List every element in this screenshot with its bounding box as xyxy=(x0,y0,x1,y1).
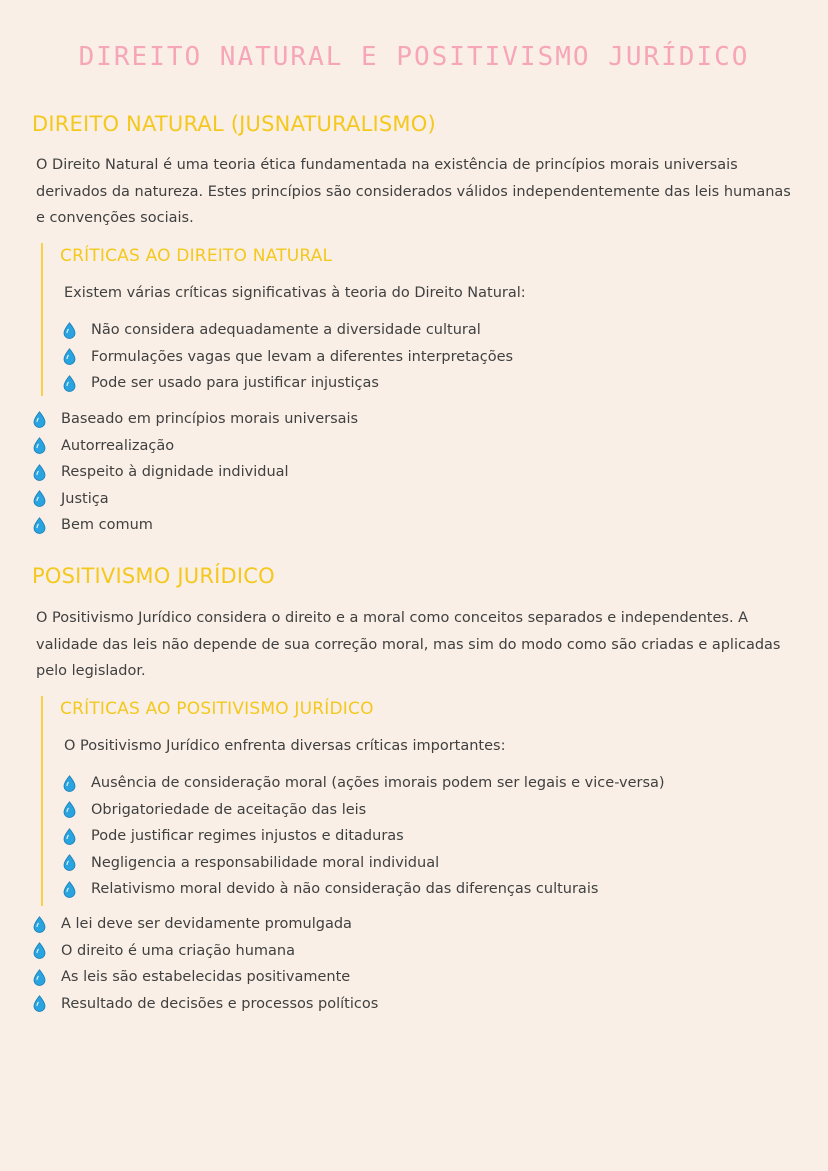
list-item: Formulações vagas que levam a diferentes interpretações xyxy=(63,344,513,371)
criticisms-box-positivismo xyxy=(41,696,803,906)
list-item: Não considera adequadamente a diversidade cultural xyxy=(63,317,513,344)
water-drop-icon xyxy=(33,916,46,933)
section-heading-direito-natural: DIREITO NATURAL (JUSNATURALISMO) xyxy=(32,112,436,136)
water-drop-icon xyxy=(63,881,76,898)
criticisms-list xyxy=(63,317,513,397)
water-drop-icon xyxy=(63,375,76,392)
list-item: As leis são estabelecidas positivamente xyxy=(33,964,378,991)
water-drop-icon xyxy=(63,854,76,871)
section-heading-positivismo: POSITIVISMO JURÍDICO xyxy=(32,564,275,588)
criticisms-heading: CRÍTICAS AO DIREITO NATURAL xyxy=(60,246,333,266)
list-item: Pode ser usado para justificar injustiças xyxy=(63,370,513,397)
criticisms-intro: Existem várias críticas significativas à teoria do Direito Natural: xyxy=(64,285,526,301)
points-list-positivismo xyxy=(33,911,378,1017)
water-drop-icon xyxy=(63,775,76,792)
water-drop-icon xyxy=(33,490,46,507)
water-drop-icon xyxy=(63,348,76,365)
criticisms-heading: CRÍTICAS AO POSITIVISMO JURÍDICO xyxy=(60,699,374,719)
criticisms-list xyxy=(63,770,665,903)
water-drop-icon xyxy=(33,464,46,481)
water-drop-icon xyxy=(63,322,76,339)
water-drop-icon xyxy=(33,517,46,534)
water-drop-icon xyxy=(63,801,76,818)
list-item: Ausência de consideração moral (ações imorais podem ser legais e vice-versa) xyxy=(63,770,665,797)
paragraph-positivismo: O Positivismo Jurídico considera o direito e a moral como conceitos separados e independentes. A validade das leis não depende de sua correção moral, mas sim do modo como são criadas e aplicadas pelo legislador. xyxy=(36,610,781,679)
list-item: Bem comum xyxy=(33,512,358,539)
water-drop-icon xyxy=(33,437,46,454)
list-item: Negligencia a responsabilidade moral individual xyxy=(63,850,665,877)
list-item: Respeito à dignidade individual xyxy=(33,459,358,486)
criticisms-intro: O Positivismo Jurídico enfrenta diversas críticas importantes: xyxy=(64,738,506,754)
list-item: Pode justificar regimes injustos e ditaduras xyxy=(63,823,665,850)
paragraph-direito-natural: O Direito Natural é uma teoria ética fundamentada na existência de princípios morais universais derivados da natureza. Estes princípios são considerados válidos independentemente das leis humanas e convenções sociais. xyxy=(36,157,791,226)
list-item: A lei deve ser devidamente promulgada xyxy=(33,911,378,938)
water-drop-icon xyxy=(63,828,76,845)
list-item: Relativismo moral devido à não consideração das diferenças culturais xyxy=(63,876,665,903)
list-item: Baseado em princípios morais universais xyxy=(33,406,358,433)
list-item: Autorrealização xyxy=(33,433,358,460)
list-item: Justiça xyxy=(33,486,358,513)
water-drop-icon xyxy=(33,411,46,428)
list-item: O direito é uma criação humana xyxy=(33,938,378,965)
water-drop-icon xyxy=(33,942,46,959)
points-list-direito-natural xyxy=(33,406,358,539)
page-title: DIREITO NATURAL E POSITIVISMO JURÍDICO xyxy=(78,42,750,72)
list-item: Obrigatoriedade de aceitação das leis xyxy=(63,797,665,824)
criticisms-box-direito-natural xyxy=(41,243,803,396)
water-drop-icon xyxy=(33,995,46,1012)
water-drop-icon xyxy=(33,969,46,986)
list-item: Resultado de decisões e processos políticos xyxy=(33,991,378,1018)
